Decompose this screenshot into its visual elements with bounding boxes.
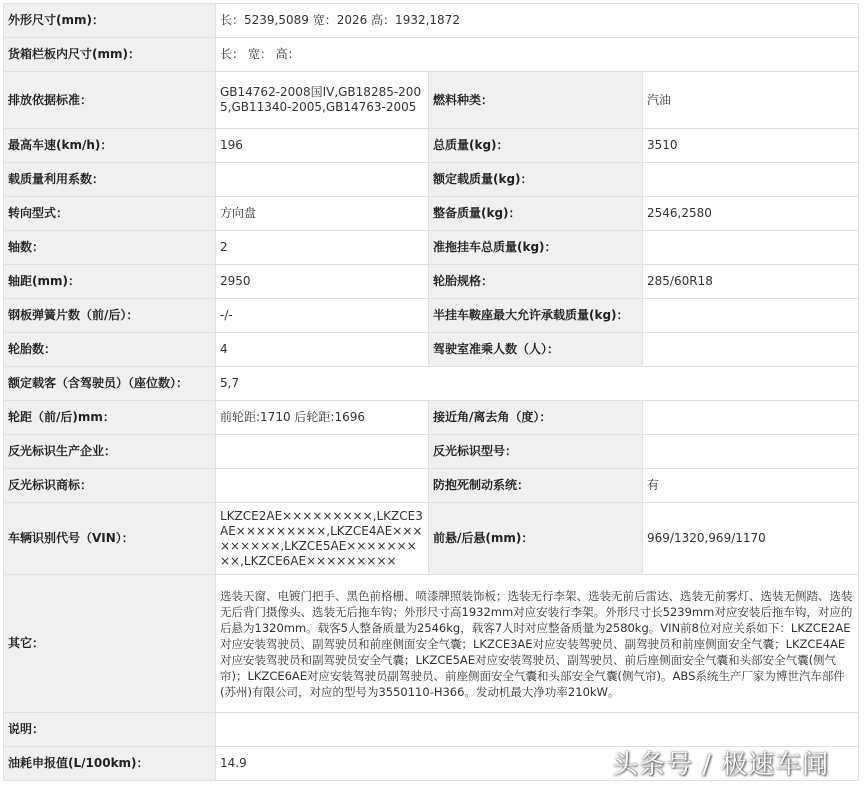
label-cargo-box: 货箱栏板内尺寸(mm)：: [4, 38, 216, 72]
label-trailer-mass: 准拖挂车总质量(kg)：: [429, 231, 643, 265]
label-max-speed: 最高车速(km/h)：: [4, 129, 216, 163]
value-saddle-capacity: [643, 299, 859, 333]
label-wheelbase: 轴距(mm)：: [4, 265, 216, 299]
label-axles: 轴数：: [4, 231, 216, 265]
row-emission-standard: [4, 72, 859, 129]
label-seats: 额定载客（含驾驶员）（座位数）：: [4, 367, 216, 401]
label-tire-count: 轮胎数：: [4, 333, 216, 367]
value-abs: 有: [643, 469, 859, 503]
value-leaf-springs: -/-: [216, 299, 429, 333]
row-wheelbase: [4, 265, 859, 299]
label-reflector-maker: 反光标识生产企业：: [4, 435, 216, 469]
label-total-mass: 总质量(kg)：: [429, 129, 643, 163]
value-vin: LKZCE2AE×××××××××,LKZCE3AE×××××××××,LKZCE4AE×××××××××,LKZCE5AE×××××××××,LKZCE6AE×××××××××: [216, 503, 429, 575]
label-fuel-type: 燃料种类：: [429, 72, 643, 129]
watermark: 头条号 / 极速车闻: [612, 750, 830, 780]
label-note: 说明：: [4, 713, 216, 747]
value-track: 前轮距:1710 后轮距:1696: [216, 401, 429, 435]
value-rated-load: [643, 163, 859, 197]
row-dimensions: [4, 4, 859, 38]
label-cab-occupants: 驾驶室准乘人数（人）：: [429, 333, 643, 367]
value-note: [216, 713, 859, 747]
value-reflector-model: [643, 435, 859, 469]
value-total-mass: 3510: [643, 129, 859, 163]
label-track: 轮距（前/后)mm：: [4, 401, 216, 435]
row-max-speed: [4, 129, 859, 163]
value-fuel-type: 汽油: [643, 72, 859, 129]
row-note: [4, 713, 859, 747]
vehicle-spec-table: [3, 3, 859, 781]
row-vin: [4, 503, 859, 575]
label-leaf-springs: 钢板弹簧片数（前/后）：: [4, 299, 216, 333]
value-max-speed: 196: [216, 129, 429, 163]
row-steering: [4, 197, 859, 231]
label-emission-standard: 排放依据标准：: [4, 72, 216, 129]
row-reflector-brand: [4, 469, 859, 503]
label-overhang: 前悬/后悬(mm)：: [429, 503, 643, 575]
value-cargo-box: 长： 宽： 高：: [216, 38, 859, 72]
label-vin: 车辆识别代号（VIN）：: [4, 503, 216, 575]
row-load-utilization: [4, 163, 859, 197]
value-emission-standard: GB14762-2008国IV,GB18285-2005,GB11340-2005,GB14763-2005: [216, 72, 429, 129]
label-tire-spec: 轮胎规格：: [429, 265, 643, 299]
value-trailer-mass: [643, 231, 859, 265]
value-reflector-brand: [216, 469, 429, 503]
value-tire-count: 4: [216, 333, 429, 367]
label-steering: 转向型式：: [4, 197, 216, 231]
label-reflector-brand: 反光标识商标：: [4, 469, 216, 503]
value-fuel-consumption: 14.9: [216, 747, 859, 781]
value-steering: 方向盘: [216, 197, 429, 231]
value-axles: 2: [216, 231, 429, 265]
label-curb-weight: 整备质量(kg)：: [429, 197, 643, 231]
row-other: [4, 575, 859, 713]
label-rated-load: 额定载质量(kg)：: [429, 163, 643, 197]
value-tire-spec: 285/60R18: [643, 265, 859, 299]
label-saddle-capacity: 半挂车鞍座最大允许承载质量(kg)：: [429, 299, 643, 333]
value-cab-occupants: [643, 333, 859, 367]
value-dimensions: 长：5239,5089 宽：2026 高：1932,1872: [216, 4, 859, 38]
value-wheelbase: 2950: [216, 265, 429, 299]
row-tire-count: [4, 333, 859, 367]
value-other: 选装天窗、电镀门把手、黑色前格栅、喷漆牌照装饰板；选装无行李架、选装无前后雷达、选装无前雾灯、选装无侧踏、选装无后背门摄像头、选装无后拖车钩；外形尺寸高1932mm对应安装行李架。外形尺寸长5239mm对应安装后拖车钩，对应的后悬为1320mm。载客5人整备质量为2546kg，载客7人时对应整备质量为2580kg。VIN前8位对应关系如下：LKZCE2AE对应安装驾驶员、副驾驶员和前座侧面安全气囊；LKZCE3AE对应安装驾驶员、副驾驶员和前座侧面安全气囊；LKZCE4AE对应安装驾驶员和副驾驶员安全气囊；LKZCE5AE对应安装驾驶员、副驾驶员、前后座侧面安全气囊和头部安全气囊(侧气帘)；LKZCE6AE对应安装驾驶员副驾驶员、前座侧面安全气囊和头部安全气囊(侧气帘)。ABS系统生产厂家为博世汽车部件(苏州)有限公司，对应的型号为3550110-H366。发动机最大净功率210kW。: [216, 575, 859, 713]
label-load-utilization: 载质量利用系数：: [4, 163, 216, 197]
value-seats: 5,7: [216, 367, 859, 401]
value-approach-departure: [643, 401, 859, 435]
label-approach-departure: 接近角/离去角（度）：: [429, 401, 643, 435]
value-reflector-maker: [216, 435, 429, 469]
row-seats: [4, 367, 859, 401]
label-abs: 防抱死制动系统：: [429, 469, 643, 503]
row-leaf-springs: [4, 299, 859, 333]
label-fuel-consumption: 油耗申报值(L/100km)：: [4, 747, 216, 781]
value-load-utilization: [216, 163, 429, 197]
label-reflector-model: 反光标识型号：: [429, 435, 643, 469]
label-dimensions: 外形尺寸(mm)：: [4, 4, 216, 38]
row-axles: [4, 231, 859, 265]
label-other: 其它：: [4, 575, 216, 713]
value-curb-weight: 2546,2580: [643, 197, 859, 231]
row-cargo-box: [4, 38, 859, 72]
value-overhang: 969/1320,969/1170: [643, 503, 859, 575]
row-reflector-maker: [4, 435, 859, 469]
row-track: [4, 401, 859, 435]
